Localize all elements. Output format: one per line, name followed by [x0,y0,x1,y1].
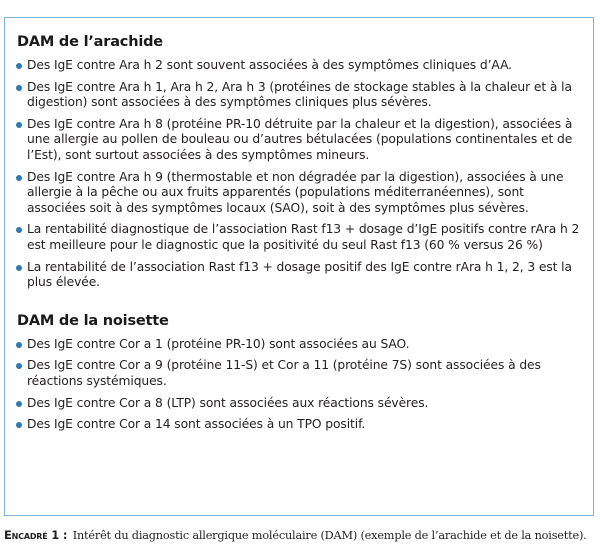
figure-caption [4,527,598,544]
list-item [14,117,581,164]
bullet-icon [16,265,22,271]
list-item [14,260,581,291]
list-item-text: Des IgE contre Ara h 8 (protéine PR-10 détruite par la chaleur et la digestion), associées à une allergie au pollen de bouleau ou d’autres bétulacées (populations continentales et de l’Est), sont surtout associées à des symptômes mineurs. [27,116,573,162]
list-item [14,80,581,111]
list-item-text: Des IgE contre Cor a 1 (protéine PR-10) sont associées au SAO. [27,336,410,351]
list-item-text: Des IgE contre Cor a 8 (LTP) sont associées aux réactions sévères. [27,395,429,410]
list-item [14,58,581,74]
section-title-peanut: DAM de l’arachide [17,34,163,50]
list-item-text: Des IgE contre Cor a 14 sont associées à un TPO positif. [27,417,366,432]
bullet-icon [16,63,22,69]
list-item [14,417,581,433]
bullet-icon [16,175,22,181]
list-item-text: La rentabilité diagnostique de l’association Rast f13 + dosage d’IgE positifs contre rAra h 2 est meilleure pour le diagnostic que la positivité du seul Rast f13 (60 % versus 26 %) [27,222,580,252]
caption-label: Encadré 1 : [4,528,68,542]
list-item [14,222,581,253]
list-item [14,337,581,353]
list-item [14,170,581,217]
bullet-icon [16,85,22,91]
hazelnut-list [14,337,581,433]
list-item-text: Des IgE contre Ara h 1, Ara h 2, Ara h 3 (protéines de stockage stables à la chaleur et à la digestion) sont associées à des symptômes cliniques plus sévères. [27,79,572,110]
list-item-text: La rentabilité de l’association Rast f13 + dosage positif des IgE contre rAra h 1, 2, 3 est la plus élevée. [27,259,572,290]
bullet-icon [16,422,22,428]
bullet-icon [16,401,22,407]
bullet-icon [16,122,22,128]
list-item [14,358,581,389]
list-item [14,396,581,412]
list-item-text: Des IgE contre Ara h 9 (thermostable et non dégradée par la digestion), associées à une allergie à la pêche ou aux fruits apparentés (populations méditerranéennes), sont associées soit à des symptômes locaux (SAO), soit à des symptômes plus sévères. [27,169,564,215]
peanut-list [14,58,581,291]
bullet-icon [16,227,22,233]
list-item-text: Des IgE contre Ara h 2 sont souvent associées à des symptômes cliniques d’AA. [27,58,512,72]
info-box [4,17,594,516]
list-item-text: Des IgE contre Cor a 9 (protéine 11-S) et Cor a 11 (protéine 7S) sont associées à des réactions systémiques. [27,358,541,388]
bullet-icon [16,363,22,369]
caption-text: Intérêt du diagnostic allergique moléculaire (DAM) (exemple de l’arachide et de la noisette). [72,529,587,542]
bullet-icon [16,342,22,348]
section-title-hazelnut: DAM de la noisette [17,312,169,329]
